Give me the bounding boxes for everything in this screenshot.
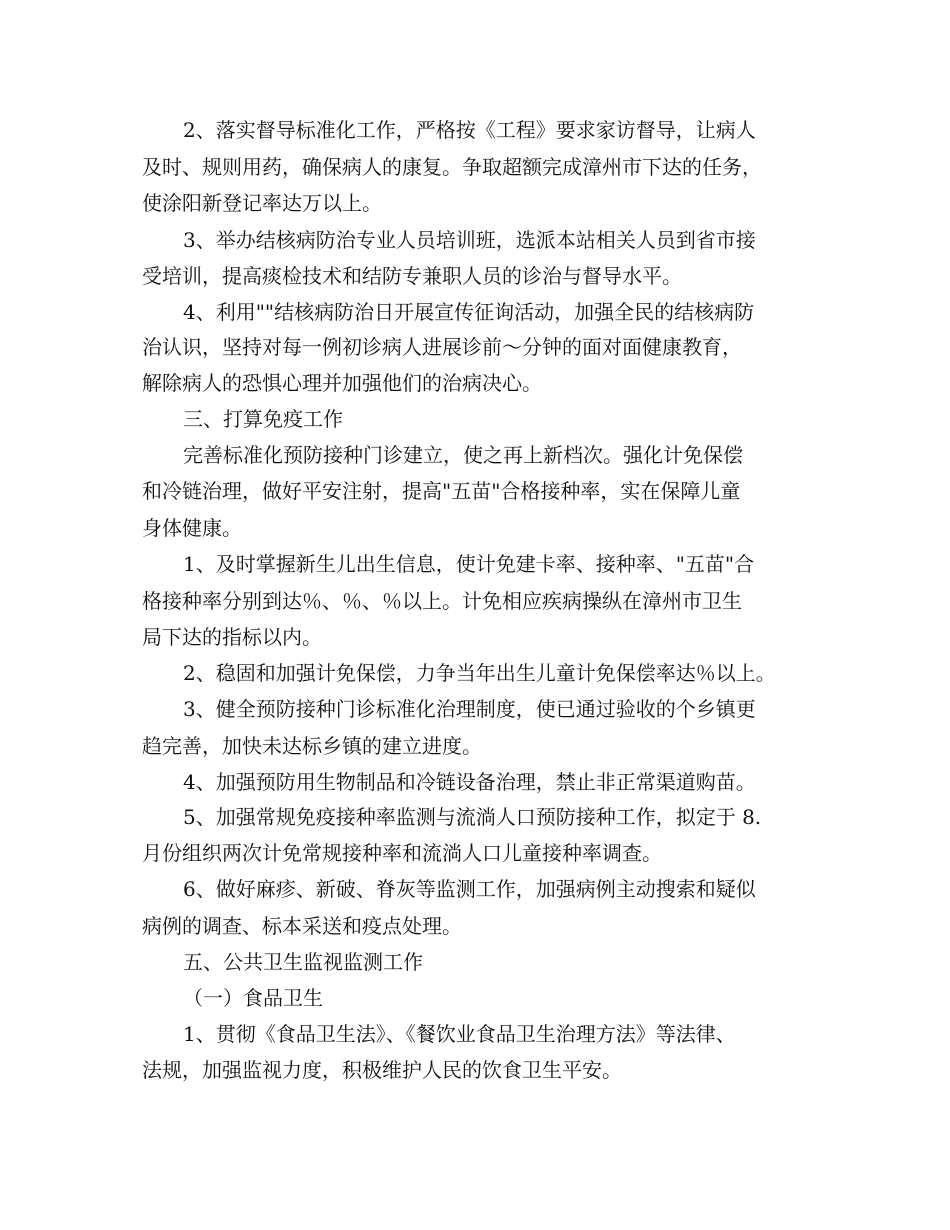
paragraph-line: 法规，加强监视力度，积极维护人民的饮食卫生平安。 xyxy=(142,1058,622,1082)
paragraph-line: 身体健康。 xyxy=(142,516,242,540)
paragraph-line: 病例的调查、标本采送和疫点处理。 xyxy=(142,914,462,938)
paragraph-line: 完善标准化预防接种门诊建立，使之再上新档次。强化计免保偿 xyxy=(183,443,743,467)
paragraph-line: 受培训，提高痰检技术和结防专兼职人员的诊治与督导水平。 xyxy=(142,264,682,288)
paragraph-line: 2、落实督导标准化工作，严格按《工程》要求家访督导，让病人 xyxy=(183,118,756,142)
paragraph-line: 3、健全预防接种门诊标准化治理制度，使已通过验收的个乡镇更 xyxy=(183,697,756,721)
paragraph-line: 5、加强常规免疫接种率监测与流淌人口预防接种工作，拟定于 8. xyxy=(183,805,762,829)
paragraph-line: 治认识，坚持对每一例初诊病人进展诊前～分钟的面对面健康教育， xyxy=(142,335,742,359)
paragraph-line: 使涂阳新登记率达万以上。 xyxy=(142,191,382,215)
paragraph-line: 趋完善，加快未达标乡镇的建立进度。 xyxy=(142,734,482,758)
paragraph-line: 格接种率分别到达％、％、％以上。计免相应疾病操纵在漳州市卫生 xyxy=(142,589,742,613)
section-heading: 三、打算免疫工作 xyxy=(183,407,343,431)
paragraph-line: 解除病人的恐惧心理并加强他们的治病决心。 xyxy=(142,371,542,395)
paragraph-line: 及时、规则用药，确保病人的康复。争取超额完成漳州市下达的任务， xyxy=(142,155,762,179)
paragraph-line: 2、稳固和加强计免保偿，力争当年出生儿童计免保偿率达％以上。 xyxy=(183,661,776,685)
paragraph-line: 和冷链治理，做好平安注射，提高"五苗"合格接种率，实在保障儿童 xyxy=(142,479,741,503)
paragraph-line: 月份组织两次计免常规接种率和流淌人口儿童接种率调查。 xyxy=(142,841,662,865)
paragraph-line: 3、举办结核病防治专业人员培训班，选派本站相关人员到省市接 xyxy=(183,228,756,252)
paragraph-line: 1、贯彻《食品卫生法》、《餐饮业食品卫生治理方法》等法律、 xyxy=(183,1022,736,1046)
paragraph-line: 6、做好麻疹、新破、脊灰等监测工作，加强病例主动搜索和疑似 xyxy=(183,877,756,901)
subsection-heading: （一）食品卫生 xyxy=(183,986,323,1010)
paragraph-line: 局下达的指标以内。 xyxy=(142,625,322,649)
paragraph-line: 4、加强预防用生物制品和冷链设备治理，禁止非正常渠道购苗。 xyxy=(183,770,756,794)
paragraph-line: 1、及时掌握新生儿出生信息，使计免建卡率、接种率、"五苗"合 xyxy=(183,552,755,576)
paragraph-line: 4、利用""结核病防治日开展宣传征询活动，加强全民的结核病防 xyxy=(183,300,755,324)
section-heading: 五、公共卫生监视监测工作 xyxy=(183,950,423,974)
